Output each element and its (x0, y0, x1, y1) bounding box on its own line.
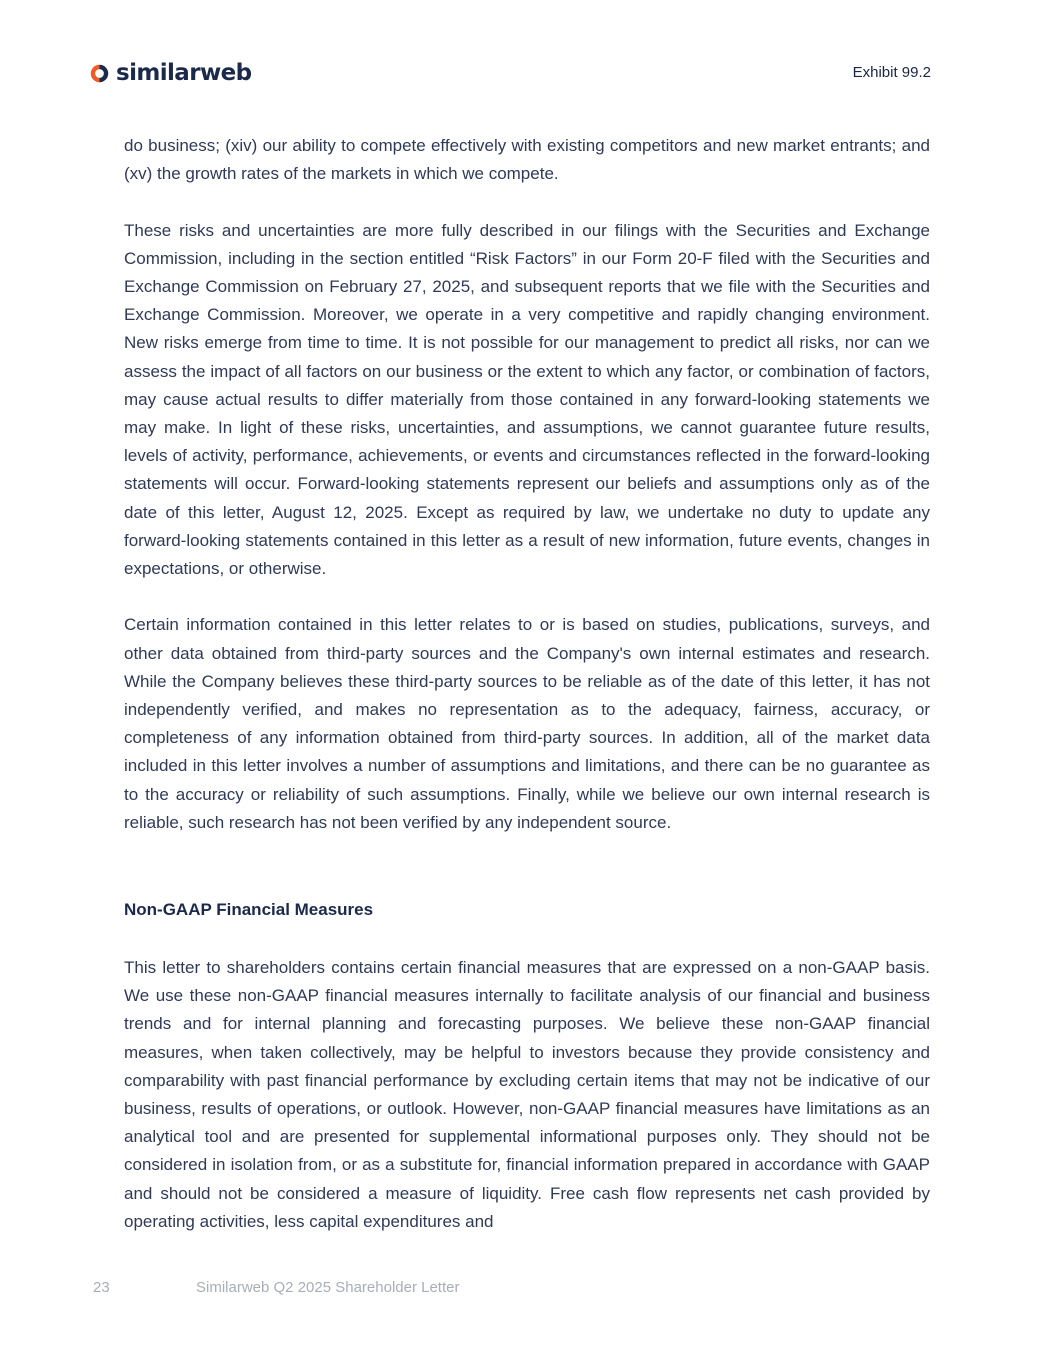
document-body (124, 132, 930, 1236)
page-number: 23 (93, 1279, 110, 1296)
paragraph-risks: These risks and uncertainties are more fully described in our filings with the Securities and Exchange Commission, including in the section entitled “Risk Factors” in our Form 20-F filed with the Securities and Exchange Commission on February 27, 2025, and subsequent reports that we file with the Securities and Exchange Commission. Moreover, we operate in a very competitive and rapidly changing environment. New risks emerge from time to time. It is not possible for our management to predict all risks, nor can we assess the impact of all factors on our business or the extent to which any factor, or combination of factors, may cause actual results to differ materially from those contained in any forward-looking statements we may make. In light of these risks, uncertainties, and assumptions, we cannot guarantee future results, levels of activity, performance, achievements, or events and circumstances reflected in the forward-looking statements will occur. Forward-looking statements represent our beliefs and assumptions only as of the date of this letter, August 12, 2025. Except as required by law, we undertake no duty to update any forward-looking statements contained in this letter as a result of new information, future events, changes in expectations, or otherwise. (124, 220, 930, 579)
logo-wordmark: similarweb (116, 60, 252, 86)
paragraph-non-gaap: This letter to shareholders contains certain financial measures that are expressed on a non-GAAP basis. We use these non-GAAP financial measures internally to facilitate analysis of our financial and business trends and for internal planning and forecasting purposes. We believe these non-GAAP financial measures, when taken collectively, may be helpful to investors because they provide consistency and comparability with past financial performance by excluding certain items that may not be indicative of our business, results of operations, or outlook. However, non-GAAP financial measures have limitations as an analytical tool and are presented for supplemental informational purposes only. They should not be considered in isolation from, or as a substitute for, financial information prepared in accordance with GAAP and should not be considered a measure of liquidity. Free cash flow represents net cash provided by operating activities, less capital expenditures and (124, 958, 930, 1231)
paragraph-continuation: do business; (xiv) our ability to compete effectively with existing competitors and new market entrants; and (xv) the growth rates of the markets in which we compete. (124, 136, 930, 184)
page-header (89, 58, 931, 90)
footer-title: Similarweb Q2 2025 Shareholder Letter (196, 1279, 460, 1296)
similarweb-logo (89, 58, 251, 88)
section-heading-non-gaap: Non-GAAP Financial Measures (124, 900, 374, 920)
similarweb-logo-icon (89, 63, 110, 84)
paragraph-third-party-data: Certain information contained in this letter relates to or is based on studies, publications, surveys, and other data obtained from third-party sources and the Company's own internal estimates and research. While the Company believes these third-party sources to be reliable as of the date of this letter, it has not independently verified, and makes no representation as to the adequacy, fairness, accuracy, or completeness of any information obtained from third-party sources. In addition, all of the market data included in this letter involves a number of assumptions and limitations, and there can be no guarantee as to the accuracy or reliability of such assumptions. Finally, while we believe our own internal research is reliable, such research has not been verified by any independent source. (124, 615, 930, 832)
exhibit-label: Exhibit 99.2 (852, 64, 931, 81)
